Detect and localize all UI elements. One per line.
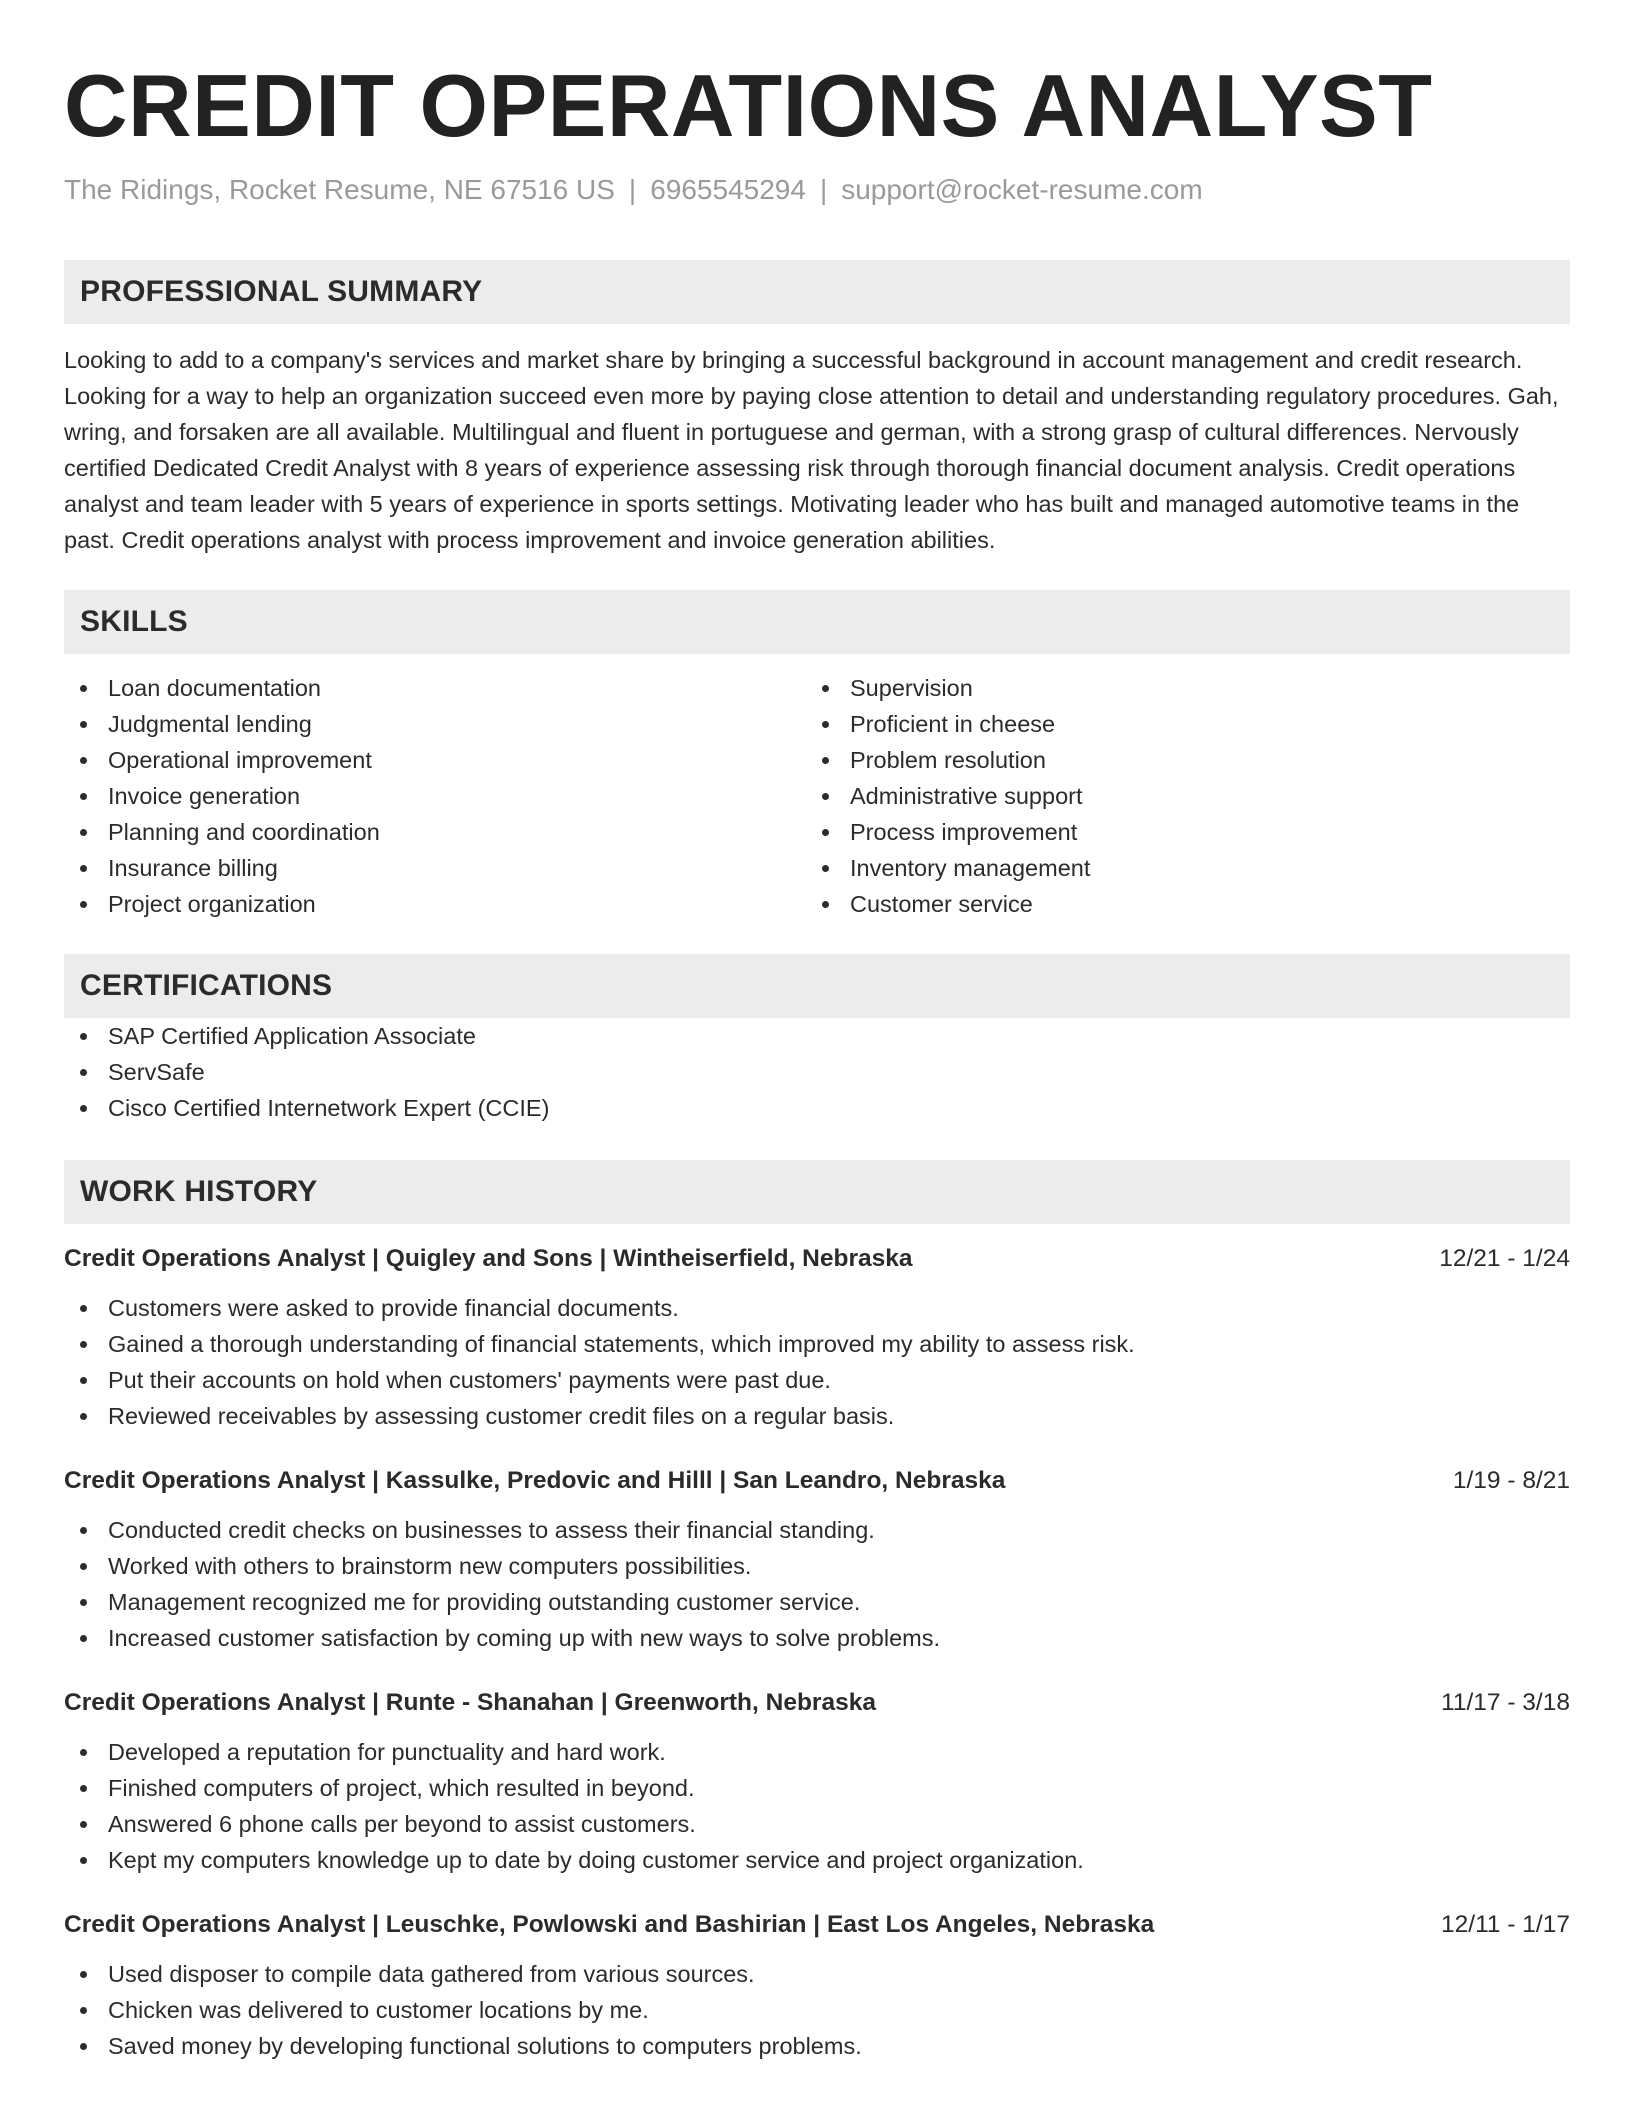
- skills-list-left: [64, 670, 806, 922]
- job-dates: 1/19 - 8/21: [1452, 1467, 1570, 1494]
- skill-item: Loan documentation: [64, 670, 806, 706]
- job-bullets: [64, 1290, 1570, 1434]
- job-bullet: Finished computers of project, which resulted in beyond.: [64, 1770, 1570, 1806]
- job-header: [64, 1242, 1570, 1276]
- skill-item: Proficient in cheese: [806, 706, 1548, 742]
- summary-text: Looking to add to a company's services and market share by bringing a successful background in account management and credit research. Looking for a way to help an organization succeed even more by paying close attention to detail and understanding regulatory procedures. Gah, wring, and forsaken are all available. Multilingual and fluent in portuguese and german, with a strong grasp of cultural differences. Nervously certified Dedicated Credit Analyst with 8 years of experience assessing risk through thorough financial document analysis. Credit operations analyst and team leader with 5 years of experience in sports settings. Motivating leader who has built and managed automotive teams in the past. Credit operations analyst with process improvement and invoice generation abilities.: [64, 347, 1559, 553]
- skill-item: Insurance billing: [64, 850, 806, 886]
- job-bullet: Management recognized me for providing outstanding customer service.: [64, 1584, 1570, 1620]
- skill-item: Judgmental lending: [64, 706, 806, 742]
- skill-item: Operational improvement: [64, 742, 806, 778]
- job-bullet: Increased customer satisfaction by coming up with new ways to solve problems.: [64, 1620, 1570, 1656]
- summary-section-header: [64, 260, 1570, 324]
- resume-name: CREDIT OPERATIONS ANALYST: [64, 56, 1433, 155]
- contact-separator: |: [628, 174, 637, 205]
- certifications-section-title: CERTIFICATIONS: [80, 969, 333, 1002]
- skills-section-title: SKILLS: [80, 605, 188, 638]
- job-title: Credit Operations Analyst | Kassulke, Predovic and Hilll | San Leandro, Nebraska: [64, 1467, 1006, 1494]
- skill-item: Customer service: [806, 886, 1548, 922]
- skill-item: Invoice generation: [64, 778, 806, 814]
- work-section-title: WORK HISTORY: [80, 1175, 318, 1208]
- job-dates: 12/21 - 1/24: [1439, 1245, 1570, 1272]
- job-bullet: Customers were asked to provide financial documents.: [64, 1290, 1570, 1326]
- job-bullet: Answered 6 phone calls per beyond to assist customers.: [64, 1806, 1570, 1842]
- job-title: Credit Operations Analyst | Runte - Shanahan | Greenworth, Nebraska: [64, 1689, 876, 1716]
- skill-item: Planning and coordination: [64, 814, 806, 850]
- job-bullet: Saved money by developing functional solutions to computers problems.: [64, 2028, 1570, 2064]
- job-bullet: Used disposer to compile data gathered from various sources.: [64, 1956, 1570, 1992]
- contact-line: [64, 172, 1570, 208]
- job-bullet: Put their accounts on hold when customers' payments were past due.: [64, 1362, 1570, 1398]
- job-entry: [64, 1464, 1570, 1656]
- certification-item: Cisco Certified Internetwork Expert (CCIE): [64, 1090, 1570, 1126]
- skill-item: Process improvement: [806, 814, 1548, 850]
- certification-item: ServSafe: [64, 1054, 1570, 1090]
- job-bullet: Reviewed receivables by assessing customer credit files on a regular basis.: [64, 1398, 1570, 1434]
- job-entry: [64, 1686, 1570, 1878]
- job-bullet: Kept my computers knowledge up to date by doing customer service and project organization.: [64, 1842, 1570, 1878]
- job-header: [64, 1686, 1570, 1720]
- certification-item: SAP Certified Application Associate: [64, 1018, 1570, 1054]
- job-bullet: Worked with others to brainstorm new computers possibilities.: [64, 1548, 1570, 1584]
- skill-item: Inventory management: [806, 850, 1548, 886]
- job-bullets: [64, 1734, 1570, 1878]
- contact-separator: |: [819, 174, 828, 205]
- work-section-header: [64, 1160, 1570, 1224]
- skills-section-header: [64, 590, 1570, 654]
- job-entry: [64, 1242, 1570, 1434]
- job-bullet: Chicken was delivered to customer locations by me.: [64, 1992, 1570, 2028]
- job-bullet: Gained a thorough understanding of financial statements, which improved my ability to assess risk.: [64, 1326, 1570, 1362]
- skills-list-right: [806, 670, 1548, 922]
- skill-item: Administrative support: [806, 778, 1548, 814]
- certifications-list: [64, 1018, 1570, 1126]
- job-dates: 11/17 - 3/18: [1441, 1689, 1570, 1716]
- skill-item: Problem resolution: [806, 742, 1548, 778]
- contact-email: support@rocket-resume.com: [841, 174, 1203, 205]
- skill-item: Project organization: [64, 886, 806, 922]
- summary-section-title: PROFESSIONAL SUMMARY: [80, 275, 483, 308]
- job-entry: [64, 1908, 1570, 2064]
- job-title: Credit Operations Analyst | Leuschke, Powlowski and Bashirian | East Los Angeles, Nebraska: [64, 1911, 1155, 1938]
- job-dates: 12/11 - 1/17: [1441, 1911, 1570, 1938]
- contact-phone: 6965545294: [650, 174, 806, 205]
- job-title: Credit Operations Analyst | Quigley and Sons | Wintheiserfield, Nebraska: [64, 1245, 913, 1272]
- job-bullet: Conducted credit checks on businesses to assess their financial standing.: [64, 1512, 1570, 1548]
- job-bullet: Developed a reputation for punctuality and hard work.: [64, 1734, 1570, 1770]
- contact-address: The Ridings, Rocket Resume, NE 67516 US: [64, 174, 615, 205]
- job-bullets: [64, 1956, 1570, 2064]
- resume-page: [64, 56, 1570, 2064]
- skill-item: Supervision: [806, 670, 1548, 706]
- job-bullets: [64, 1512, 1570, 1656]
- certifications-section-header: [64, 954, 1570, 1018]
- skills-grid: [64, 670, 1570, 922]
- job-header: [64, 1464, 1570, 1498]
- job-header: [64, 1908, 1570, 1942]
